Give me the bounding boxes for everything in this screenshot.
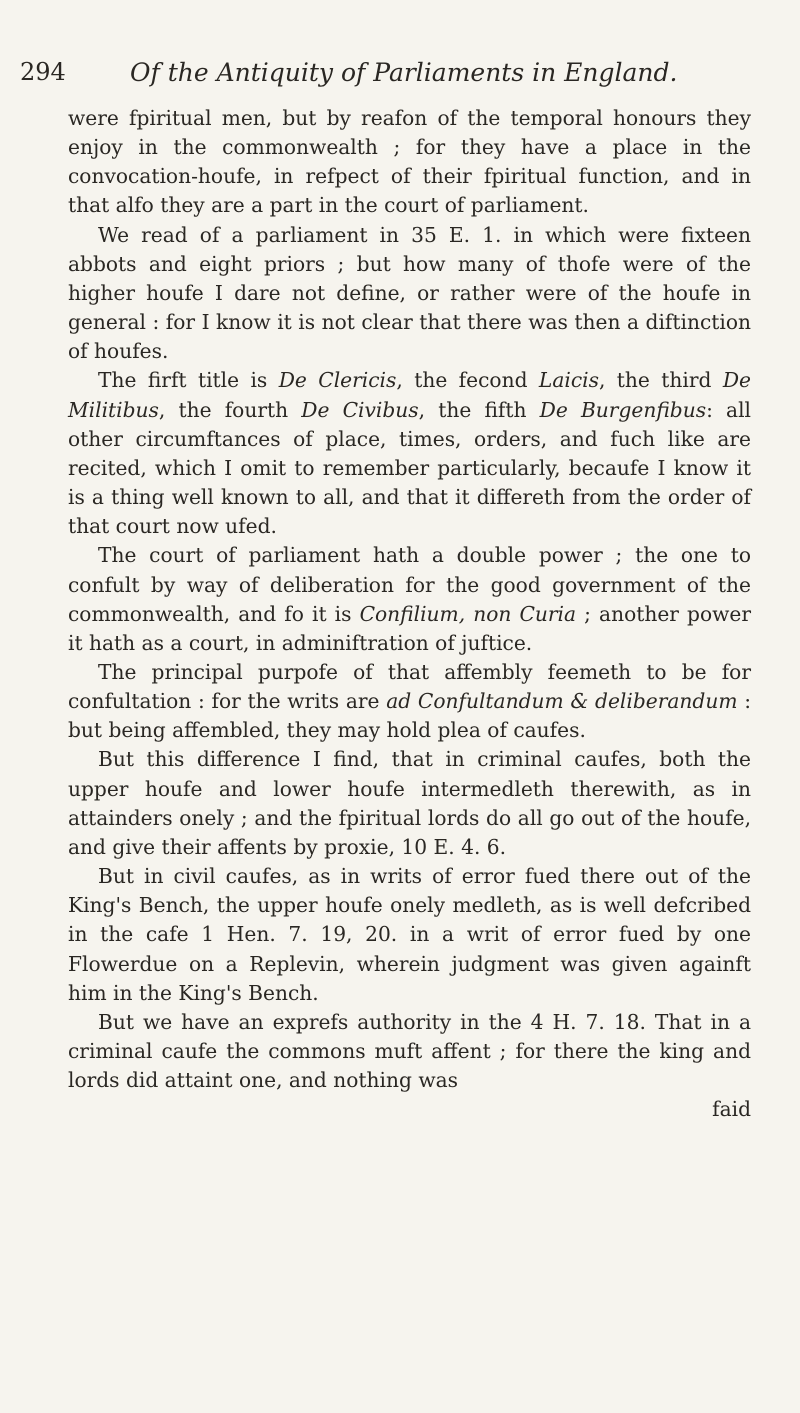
text-run: , the fifth: [418, 397, 540, 422]
text-run: , the fourth: [158, 397, 302, 422]
catchword: faid: [712, 1097, 751, 1122]
italic-text: De Civibus: [301, 397, 419, 422]
text-run: The court of parliament hath a double power ; the one to confult by way of deliberation for the good government of the commonwealth, and fo it is: [68, 543, 751, 626]
text-run: ; another power it hath as a court, in adminiftration of juftice.: [68, 601, 751, 655]
text-run: , the fecond: [396, 368, 539, 393]
paragraph: [68, 745, 751, 862]
italic-text: Confilium, non Curia: [359, 601, 577, 626]
paragraph: [68, 221, 751, 367]
italic-text: ad Confultandum & deliberandum: [386, 689, 738, 714]
text-run: : all other circumftances of place, times, orders, and fuch like are recited, which I omit to remember particularly, becaufe I know it is a thing well known to all, and that it differeth from the order of that court now ufed.: [68, 397, 751, 539]
text-run: The firft title is: [98, 368, 279, 393]
running-title: Of the Antiquity of Parliaments in England.: [130, 58, 678, 87]
paragraph: [68, 862, 751, 1008]
paragraph: [68, 366, 751, 541]
page-number: 294: [20, 58, 66, 86]
paragraph: [68, 104, 751, 221]
text-run: We read of a parliament in 35 E. 1. in which were fixteen abbots and eight priors ; but how many of thofe were of the higher houfe I dare not define, or rather were of the houfe in general : for I know it is not clear that there was then a diftinction of houfes.: [68, 222, 751, 364]
paragraph: [68, 1008, 751, 1095]
text-run: But in civil caufes, as in writs of error fued there out of the King's Bench, the upper houfe onely medleth, as is well defcribed in the cafe 1 Hen. 7. 19, 20. in a writ of error fued by one Flowerdue on a Replevin, wherein judgment was given againft him in the King's Bench.: [68, 864, 751, 1005]
text-run: , the third: [598, 368, 723, 393]
text-run: were fpiritual men, but by reafon of the temporal honours they enjoy in the commonwealth ; for they have a place in the convocation-houfe, in refpect of their fpiritual function, and in that alfo they are a part in the court of parliament.: [68, 106, 751, 218]
paragraph: [68, 658, 751, 745]
body-text: [68, 104, 751, 1124]
text-run: But this difference I find, that in criminal caufes, both the upper houfe and lower houfe intermedleth therewith, as in attainders onely ; and the fpiritual lords do all go out of the houfe, and give their affents by proxie, 10 E. 4. 6.: [68, 747, 751, 859]
text-run: : but being affembled, they may hold plea of caufes.: [68, 689, 751, 743]
page-header: [20, 58, 740, 98]
text-run: The principal purpofe of that affembly feemeth to be for confultation : for the writs are: [68, 659, 751, 714]
text-run: But we have an exprefs authority in the 4 H. 7. 18. That in a criminal caufe the commons muft affent ; for there the king and lords did attaint one, and nothing was: [68, 1009, 751, 1093]
italic-text: De Clericis: [278, 368, 397, 393]
paragraph: [68, 541, 751, 658]
italic-text: De Militibus: [68, 368, 751, 422]
italic-text: Laicis: [538, 368, 599, 393]
italic-text: De Burgenfibus: [539, 397, 707, 422]
